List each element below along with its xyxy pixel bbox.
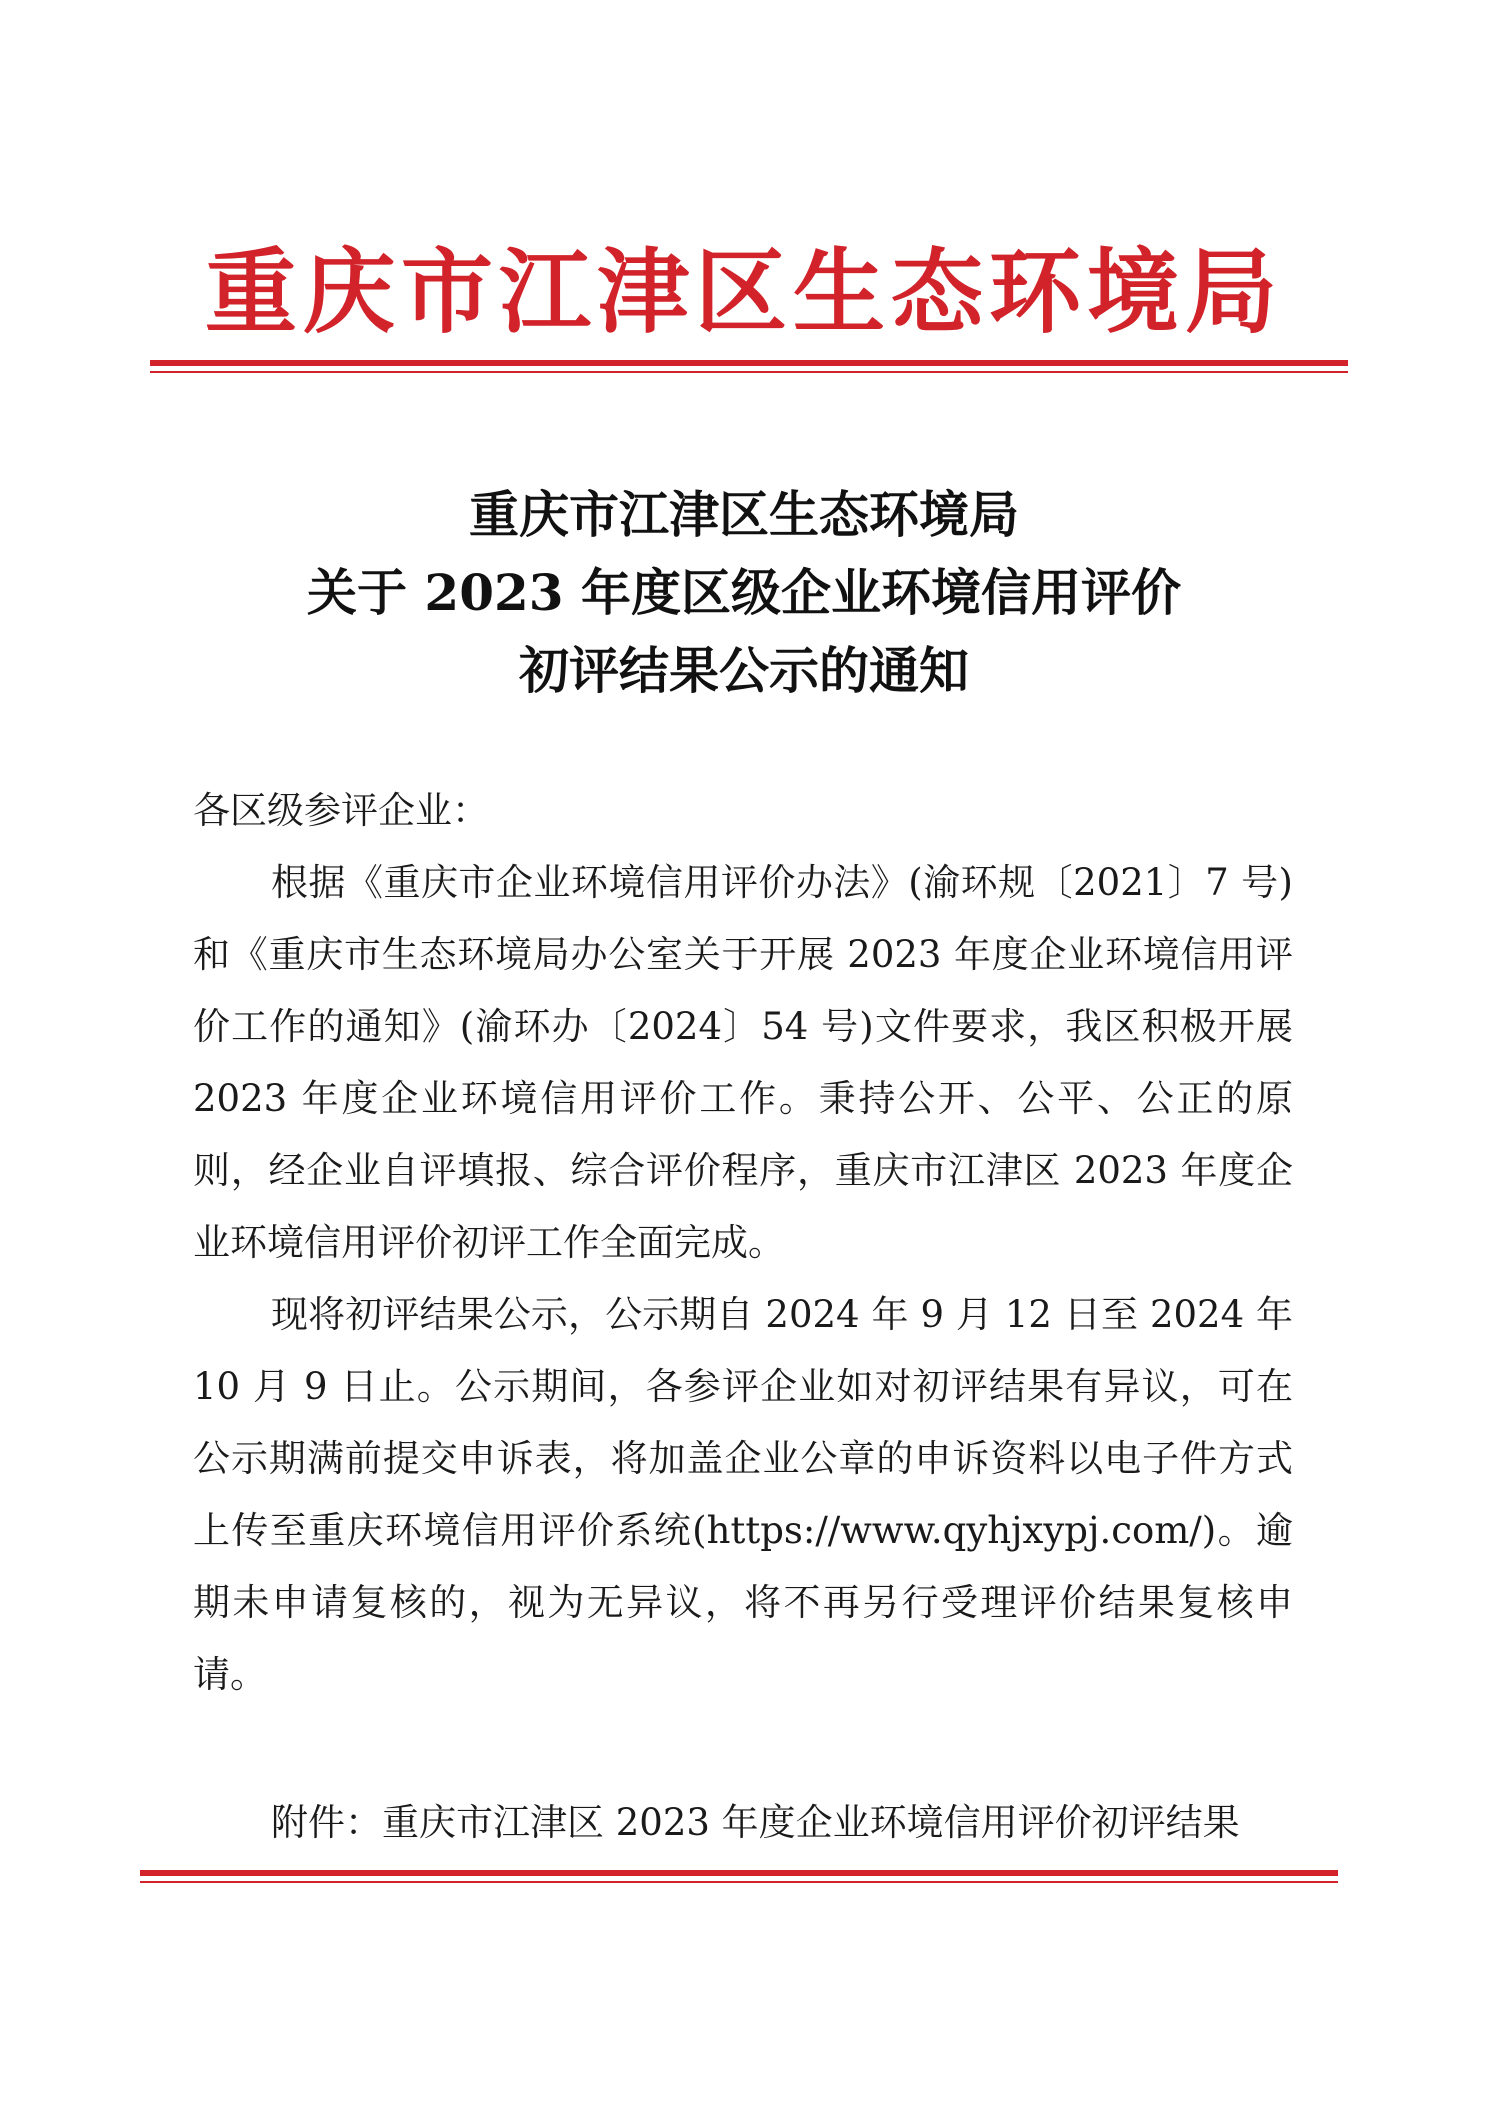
footer-rule-thin <box>140 1881 1338 1883</box>
title-line-1: 重庆市江津区生态环境局 <box>469 485 1019 544</box>
document-title <box>0 476 1488 710</box>
red-rule-thick <box>150 360 1348 366</box>
body-paragraph-1: 根据《重庆市企业环境信用评价办法》(渝环规〔2021〕7 号)和《重庆市生态环境局办公室关于开展 2023 年度企业环境信用评价工作的通知》(渝环办〔2024〕54 号)文件要求，我区积极开展 2023 年度企业环境信用评价工作。秉持公开、公平、公正的原则，经企业自评填报、综合评价程序，重庆市江津区 2023 年度企业环境信用评价初评工作全面完成。 <box>193 861 1293 1264</box>
attachment-note: 附件：重庆市江津区 2023 年度企业环境信用评价初评结果 <box>271 1801 1240 1844</box>
body-paragraph-2: 现将初评结果公示，公示期自 2024 年 9 月 12 日至 2024 年 10 月 9 日止。公示期间，各参评企业如对初评结果有异议，可在公示期满前提交申诉表，将加盖企业公章的申诉资料以电子件方式上传至重庆环境信用评价系统(https://www.qyhjxypj.com/)。逾期未申请复核的，视为无异议，将不再另行受理评价结果复核申请。 <box>193 1293 1293 1696</box>
document-body <box>193 775 1293 1711</box>
masthead-red-rule <box>150 360 1348 373</box>
footer-rule-thick <box>140 1870 1338 1876</box>
title-line-3: 初评结果公示的通知 <box>519 641 969 700</box>
title-line-2: 关于 2023 年度区级企业环境信用评价 <box>307 563 1181 622</box>
footer-red-rule <box>140 1870 1338 1883</box>
red-rule-thin <box>150 371 1348 373</box>
salutation: 各区级参评企业： <box>193 789 489 832</box>
masthead-organization: 重庆市江津区生态环境局 <box>204 239 1283 346</box>
